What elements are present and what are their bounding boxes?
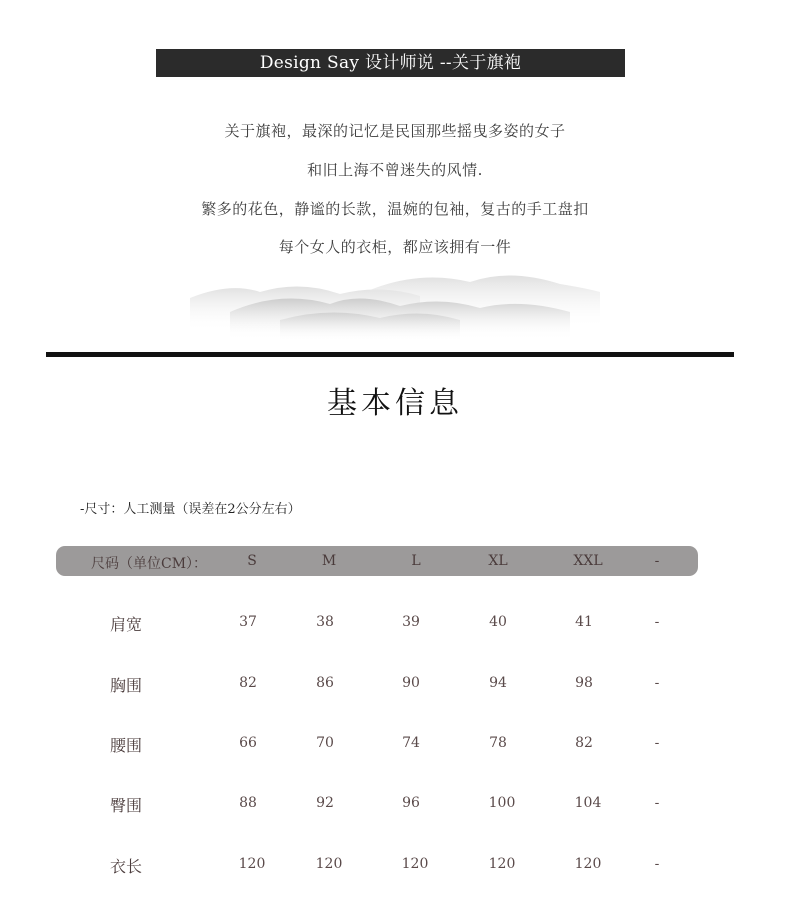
table-cell: 40 bbox=[489, 614, 507, 630]
header-size-s: S bbox=[247, 553, 257, 569]
intro-line-4: 每个女人的衣柜，都应该拥有一件 bbox=[278, 238, 512, 256]
intro-line-1: 关于旗袍，最深的记忆是民国那些摇曳多姿的女子 bbox=[224, 122, 566, 140]
row-label-chest: 胸围 bbox=[110, 676, 143, 695]
size-note: -尺寸：人工测量（误差在2公分左右） bbox=[80, 502, 301, 517]
table-cell: 120 bbox=[401, 856, 429, 872]
header-size-xxl: XXL bbox=[573, 553, 603, 569]
table-cell: 92 bbox=[316, 795, 334, 811]
table-cell: 37 bbox=[239, 614, 257, 630]
header-size-m: M bbox=[321, 553, 337, 569]
header-size-xl: XL bbox=[488, 553, 508, 569]
table-cell: - bbox=[654, 675, 660, 691]
table-cell: - bbox=[654, 614, 660, 630]
table-cell: - bbox=[654, 856, 660, 872]
table-cell: 82 bbox=[239, 675, 257, 691]
table-cell: 104 bbox=[574, 795, 602, 811]
table-cell: 86 bbox=[316, 675, 334, 691]
row-label-length: 衣长 bbox=[110, 857, 143, 876]
table-cell: 39 bbox=[402, 614, 420, 630]
row-label-waist: 腰围 bbox=[110, 736, 143, 755]
intro-line-3: 繁多的花色，静谧的长款，温婉的包袖，复古的手工盘扣 bbox=[201, 200, 589, 218]
table-cell: 120 bbox=[315, 856, 343, 872]
header-size-l: L bbox=[411, 553, 421, 569]
banner-title: Design Say 设计师说 --关于旗袍 bbox=[156, 49, 625, 77]
table-cell: 41 bbox=[575, 614, 593, 630]
intro-line-2: 和旧上海不曾迷失的风情. bbox=[307, 161, 483, 179]
table-cell: 74 bbox=[402, 735, 420, 751]
row-label-shoulder: 肩宽 bbox=[110, 615, 143, 634]
header-size-dash: - bbox=[654, 553, 660, 569]
table-cell: 120 bbox=[574, 856, 602, 872]
table-cell: 100 bbox=[488, 795, 516, 811]
table-cell: 96 bbox=[402, 795, 420, 811]
table-cell: 82 bbox=[575, 735, 593, 751]
table-cell: 120 bbox=[238, 856, 266, 872]
table-cell: 78 bbox=[489, 735, 507, 751]
section-title: 基本信息 bbox=[327, 386, 463, 421]
ink-mountains-illustration bbox=[190, 262, 600, 342]
table-cell: 90 bbox=[402, 675, 420, 691]
table-cell: 120 bbox=[488, 856, 516, 872]
size-table-header bbox=[56, 546, 698, 576]
table-cell: 38 bbox=[316, 614, 334, 630]
table-cell: 88 bbox=[239, 795, 257, 811]
table-cell: 70 bbox=[316, 735, 334, 751]
table-cell: - bbox=[654, 735, 660, 751]
row-label-hip: 臀围 bbox=[110, 796, 143, 815]
header-size-unit: 尺码（单位CM）： bbox=[90, 556, 208, 572]
table-cell: 66 bbox=[239, 735, 257, 751]
table-cell: 94 bbox=[489, 675, 507, 691]
section-divider bbox=[46, 352, 734, 357]
table-cell: 98 bbox=[575, 675, 593, 691]
table-cell: - bbox=[654, 795, 660, 811]
